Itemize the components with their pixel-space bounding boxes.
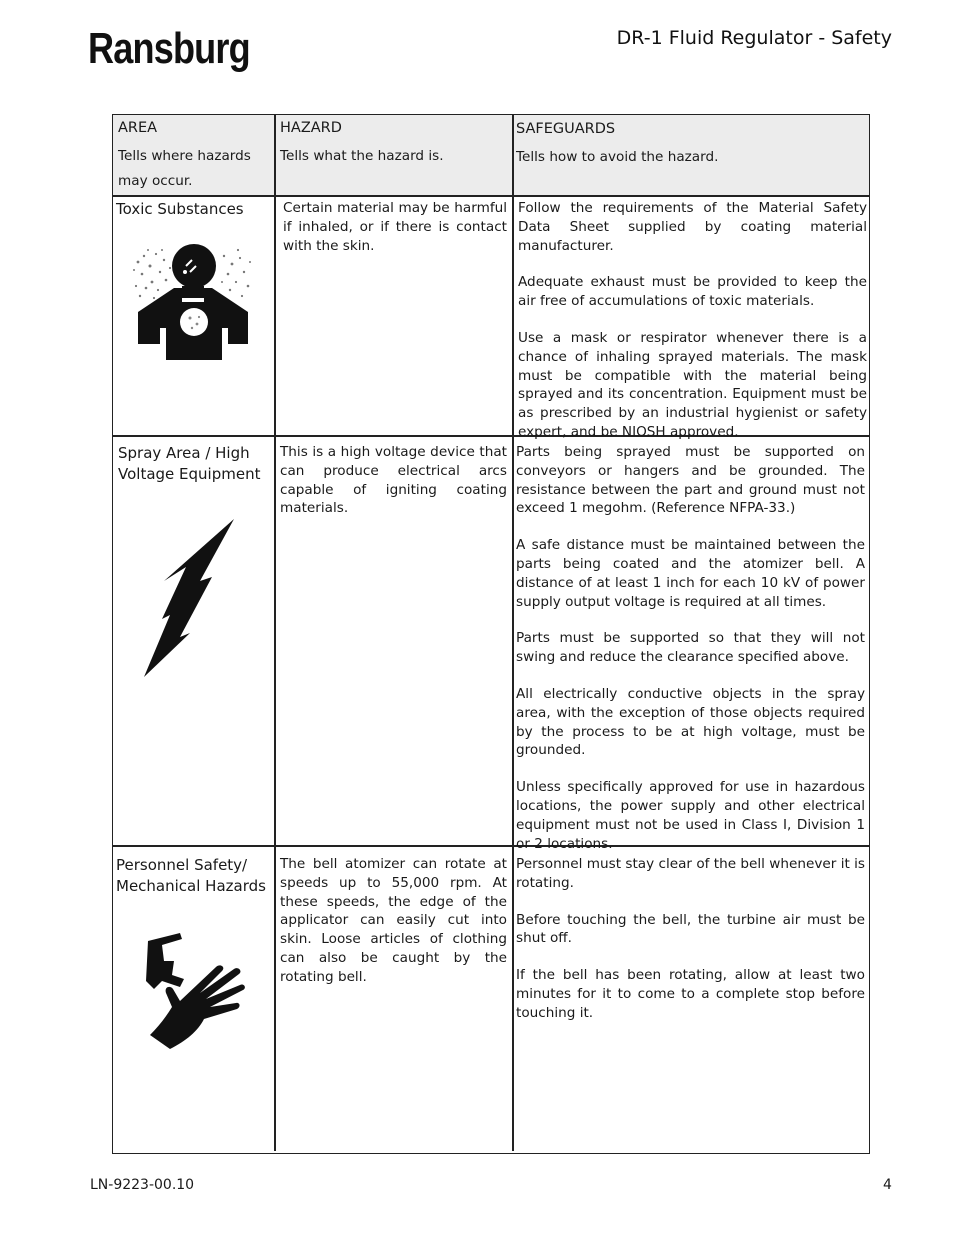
header-hazard [280,119,506,169]
safeguard-text: Before touching the bell, the turbine air must be shut off. [516,911,865,947]
hazard-high-voltage [280,443,507,536]
hazard-mechanical [280,855,507,1005]
column-desc-area: Tells where hazards may occur. [118,147,251,189]
area-toxic-substances: Toxic Substances [116,200,244,218]
safeguard-text: A safe distance must be maintained between the parts being coated and the atomizer bell. A distance of at least 1 inch for each 10 kV of power supply output voltage is required at all times. [516,537,865,610]
safeguard-text: All electrically conductive objects in the spray area, with the exception of those objects required by the process to be at high voltage, must be grounded. [516,685,865,759]
column-divider [512,115,514,1151]
area-mechanical: Personnel Safety/ Mechanical Hazards [116,856,266,895]
safeguard-text: Personnel must stay clear of the bell whenever it is rotating. [516,856,865,891]
safeguard-text: Parts being sprayed must be supported on conveyors or hangers and be grounded. The resistance between the part and ground must not exceed 1 megohm. (Reference NFPA-33.) [516,444,865,517]
document-title: DR-1 Fluid Regulator - Safety [616,27,892,49]
document-number: LN-9223-00.10 [90,1177,195,1193]
hazard-toxic-substances [283,199,507,273]
header-area [118,119,270,194]
page-number: 4 [883,1177,892,1193]
column-desc-safeguards: Tells how to avoid the hazard. [516,148,719,165]
column-title-area: AREA [118,120,158,136]
safety-table [112,114,870,1154]
safeguard-text: Follow the requirements of the Material Safety Data Sheet supplied by coating material manufacturer. [518,200,867,254]
safeguard-text: Unless specifically approved for use in hazardous locations, the power supply and other electrical equipment must not be used in Class I, Division 1 or 2 locations. [516,779,865,852]
safeguard-text: Parts must be supported so that they will not swing and reduce the clearance specified above. [516,630,865,666]
safeguard-text: If the bell has been rotating, allow at least two minutes for it to come to a complete stop before touching it. [516,967,865,1021]
column-divider [274,115,276,1151]
column-title-safeguards: SAFEGUARDS [516,121,616,137]
hazard-text: Certain material may be harmful if inhaled, or if there is contact with the skin. [283,200,507,254]
area-high-voltage: Spray Area / High Voltage Equipment [118,444,261,483]
row-divider [113,195,869,197]
safeguard-text: Adequate exhaust must be provided to keep the air free of accumulations of toxic materials. [518,274,867,310]
safeguards-high-voltage [516,443,865,871]
toxic-inhalation-icon [130,242,254,360]
lightning-bolt-icon [140,519,236,677]
safeguards-mechanical [516,855,865,1041]
hazard-text: This is a high voltage device that can produce electrical arcs capable of igniting coating materials. [280,444,507,517]
safeguards-toxic-substances [518,199,867,460]
safeguard-text: Use a mask or respirator whenever there is a chance of inhaling sprayed materials. The mask must be compatible with the material being sprayed and its concentration. Equipment must be as prescribed by an industrial hygienist or safety expert, and be NIOSH approved. [518,329,867,440]
header-safeguards [516,120,866,170]
column-title-hazard: HAZARD [280,120,342,136]
hand-cut-icon [140,931,248,1049]
brand-logo: Ransburg [88,24,250,73]
column-desc-hazard: Tells what the hazard is. [280,147,444,164]
hazard-text: The bell atomizer can rotate at speeds up to 55,000 rpm. At these speeds, the edge of the applicator can easily cut into skin. Loose articles of clothing can also be caught by the rotating bell. [280,856,507,985]
